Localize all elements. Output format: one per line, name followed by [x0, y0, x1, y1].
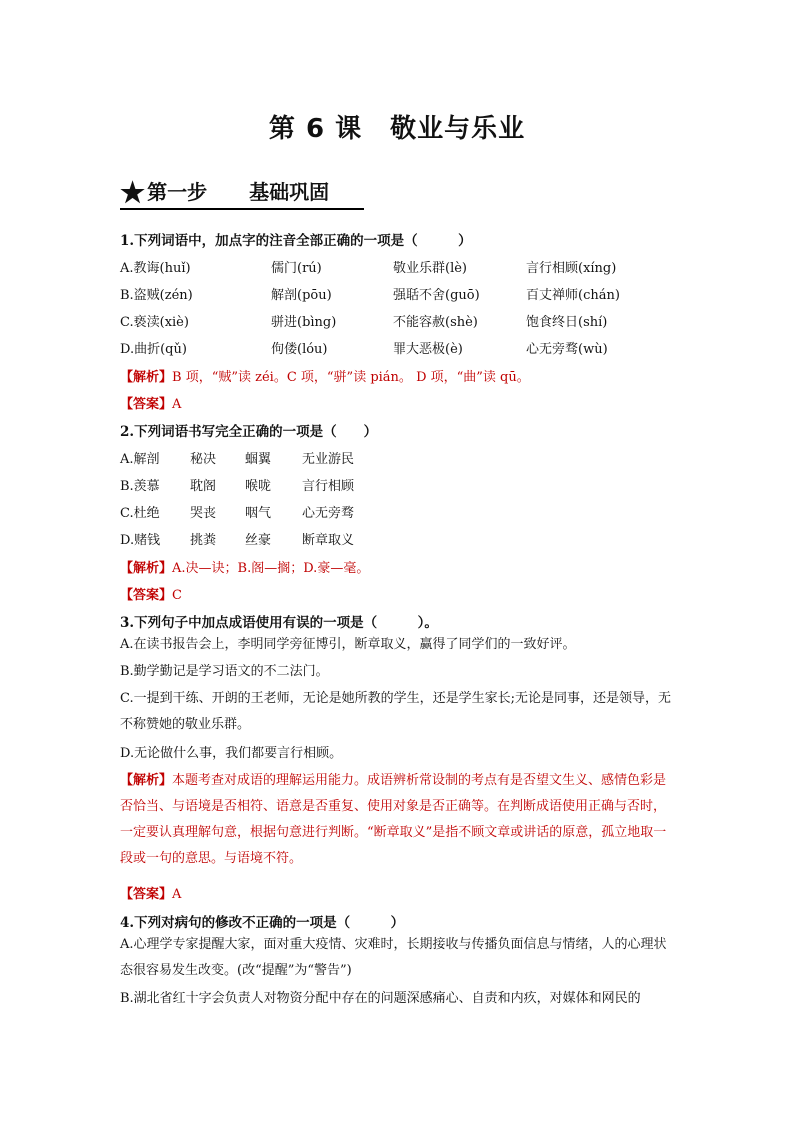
- option-cell: D.赌钱: [120, 533, 161, 548]
- question-2-stem: 2.下列词语书写完全正确的一项是（ ）: [120, 424, 378, 440]
- option-cell: 喉咙: [245, 479, 272, 494]
- lesson-number: 第 6 课: [268, 114, 363, 144]
- option-cell: A.解剖: [120, 452, 160, 467]
- option-cell: 无业游民: [302, 452, 355, 467]
- option-cell: 丝豪: [245, 533, 272, 548]
- option-cell: 心无旁骛: [302, 506, 355, 521]
- option-cell: 骈进(bìng): [271, 315, 337, 330]
- option-cell: 言行相顾(xíng): [526, 261, 617, 276]
- question-2-analysis: 【解析】A.决—诀；B.阁—搁；D.豪—毫。: [120, 561, 370, 576]
- question-3-answer: 【答案】A: [120, 887, 182, 902]
- lesson-name: 敬业与乐业: [390, 114, 526, 144]
- section-heading: [120, 176, 364, 210]
- option-cell: B.盗贼(zén): [120, 288, 193, 303]
- question-1-analysis: 【解析】B 项，“贼”读 zéi。C 项，“骈”读 pián。 D 项，“曲”读 qū。: [120, 370, 530, 385]
- option-cell: 解剖(pōu): [271, 288, 332, 303]
- question-4-stem: 4.下列对病句的修改不正确的一项是（ ）: [120, 915, 405, 931]
- step-label: 第一步: [147, 180, 208, 204]
- option-cell: 百丈禅师(chán): [526, 288, 620, 303]
- option-cell: 咽气: [245, 506, 272, 521]
- question-3-option-d: D.无论做什么事，我们都要言行相顾。: [120, 746, 343, 761]
- option-cell: 不能容赦(shè): [393, 315, 478, 330]
- option-cell: 敬业乐群(lè): [393, 261, 467, 276]
- option-cell: D.曲折(qǔ): [120, 342, 187, 357]
- option-cell: B.羡慕: [120, 479, 160, 494]
- question-1-answer: 【答案】A: [120, 397, 182, 412]
- question-3-option-b: B.勤学勤记是学习语文的不二法门。: [120, 664, 329, 679]
- star-icon: ★: [120, 176, 146, 209]
- option-cell: 饱食终日(shí): [526, 315, 608, 330]
- option-cell: 心无旁骛(wù): [526, 342, 608, 357]
- question-2-answer: 【答案】C: [120, 588, 182, 603]
- option-cell: 蝈翼: [245, 452, 272, 467]
- option-cell: 强聒不舍(guō): [393, 288, 480, 303]
- step-topic: 基础巩固: [249, 180, 330, 204]
- question-3-stem: 3.下列句子中加点成语使用有误的一项是（ ）。: [120, 615, 438, 631]
- question-4-option-a: A.心理学专家提醒大家，面对重大疫情、灾难时，长期接收与传播负面信息与情绪，人的心理状态很容易发生改变。(改“提醒”为“警告”): [120, 937, 667, 978]
- option-cell: 耽阁: [190, 479, 217, 494]
- lesson-title: [0, 108, 794, 145]
- option-cell: C.杜绝: [120, 506, 160, 521]
- question-3-option-c: C.一提到干练、开朗的王老师，无论是她所教的学生，还是学生家长;无论是同事，还是领导，无不称赞她的敬业乐群。: [120, 691, 671, 732]
- question-4-option-b: B.湖北省红十字会负责人对物资分配中存在的问题深感痛心、自责和内疚，对媒体和网民的: [120, 991, 641, 1006]
- option-cell: 断章取义: [302, 533, 355, 548]
- option-cell: 挑粪: [190, 533, 217, 548]
- question-3-option-a: A.在读书报告会上，李明同学旁征博引，断章取义，赢得了同学们的一致好评。: [120, 637, 576, 652]
- option-cell: A.教诲(huǐ): [120, 261, 191, 276]
- option-cell: 罪大恶极(è): [393, 342, 463, 357]
- question-1-stem: 1.下列词语中，加点字的注音全部正确的一项是（ ）: [120, 233, 472, 249]
- option-cell: 言行相顾: [302, 479, 355, 494]
- question-3-analysis: 【解析】本题考查对成语的理解运用能力。成语辨析常设制的考点有是否望文生义、感情色彩是否恰当、与语境是否相符、语意是否重复、使用对象是否正确等。在判断成语使用正确与否时，一定要认真理解句意，根据句意进行判断。“断章取义”是指不顾文章或讲话的原意，孤立地取一段或一句的意思。与语境不符。: [120, 773, 667, 866]
- option-cell: C.亵渎(xiè): [120, 315, 189, 330]
- option-cell: 儒门(rú): [271, 261, 322, 276]
- option-cell: 佝偻(lóu): [271, 342, 328, 357]
- option-cell: 哭丧: [190, 506, 217, 521]
- option-cell: 秘决: [190, 452, 217, 467]
